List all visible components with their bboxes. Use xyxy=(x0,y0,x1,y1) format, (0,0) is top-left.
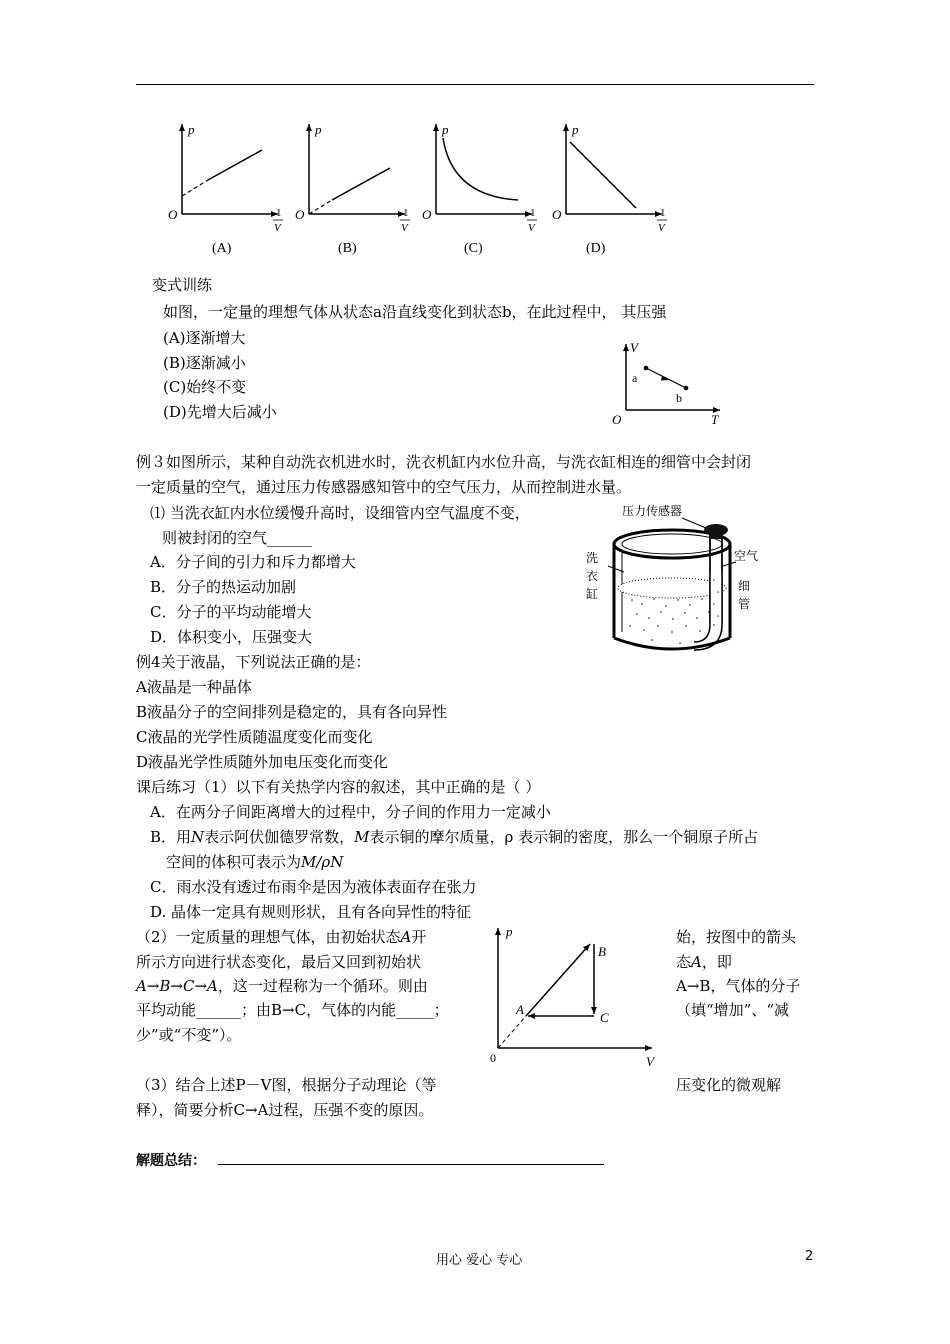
graph-d-axis-p: p xyxy=(572,122,579,137)
vt-point-a: a xyxy=(632,371,638,385)
q2-line-1: （2）一定质量的理想气体，由初始状态A开 xyxy=(136,928,427,946)
cycle-point-c: C xyxy=(600,1010,609,1025)
graph-a xyxy=(168,122,283,256)
pv-cycle-figure xyxy=(484,920,662,1068)
ex3-question-1: ⑴ 当洗衣缸内水位缓慢升高时，设细管内空气温度不变， xyxy=(150,504,530,522)
variant-option-b: (B)逐渐减小 xyxy=(163,354,246,372)
graph-c-origin: O xyxy=(422,207,432,222)
cycle-point-b: B xyxy=(598,944,606,959)
ex3-question-1-stem: 则被封闭的空气______ xyxy=(162,529,313,547)
variant-question: 如图，一定量的理想气体从状态a沿直线变化到状态b，在此过程中， 其压强 xyxy=(163,303,667,321)
header-rule xyxy=(136,84,814,85)
hw-option-b-line-2: 空间的体积可表示为M/ρN xyxy=(166,853,344,871)
svg-text:1: 1 xyxy=(530,207,536,219)
vt-graph-figure xyxy=(604,336,728,430)
graph-c-label: (C) xyxy=(464,241,483,256)
vt-point-b: b xyxy=(676,391,682,405)
tank-label-1: 洗 xyxy=(586,551,599,565)
air-label: 空气 xyxy=(734,549,759,563)
graph-c xyxy=(422,122,537,256)
tank-label-3: 缸 xyxy=(586,587,599,601)
q2-line-5: 少”或“不变”）。 xyxy=(136,1026,242,1044)
q2-right-4: （填“增加”、“减 xyxy=(676,1001,790,1019)
q3-line-1: （3）结合上述P－V图，根据分子动理论（等 xyxy=(136,1076,437,1094)
cycle-origin: 0 xyxy=(490,1051,496,1065)
ex4-option-d: D液晶光学性质随外加电压变化而变化 xyxy=(136,753,389,771)
page-number: 2 xyxy=(805,1249,814,1264)
svg-text:V: V xyxy=(658,222,665,234)
graph-d-label: (D) xyxy=(586,241,606,256)
variant-option-a: (A)逐渐增大 xyxy=(163,329,246,347)
q2-right-2: 态A，即 xyxy=(676,953,732,971)
tube-label-2: 管 xyxy=(738,597,751,611)
hw-option-c: C．雨水没有透过布雨伞是因为液体表面存在张力 xyxy=(150,878,477,896)
svg-text:V: V xyxy=(528,222,535,234)
ex3-line-2: 一定质量的空气，通过压力传感器感知管中的空气压力，从而控制进水量。 xyxy=(136,478,632,496)
q3-line-1-right: 压变化的微观解 xyxy=(676,1076,782,1094)
variant-title: 变式训练 xyxy=(152,276,213,294)
q2-line-4: 平均动能______；由B→C，气体的内能_____； xyxy=(136,1001,449,1019)
q2-line-3: A→B→C→A，这一过程称为一个循环。则由 xyxy=(136,977,428,995)
svg-text:V: V xyxy=(401,222,408,234)
vt-axis-t: T xyxy=(711,412,719,427)
hw-option-b-line-1: B．用N表示阿伏伽德罗常数，M表示铜的摩尔质量，ρ 表示铜的密度，那么一个铜原子所占 xyxy=(150,828,759,846)
hw-title: 课后练习（1）以下有关热学内容的叙述，其中正确的是（ ） xyxy=(136,778,541,796)
svg-text:1: 1 xyxy=(276,207,282,219)
vt-axis-v: V xyxy=(630,340,638,355)
ex4-option-c: C液晶的光学性质随温度变化而变化 xyxy=(136,728,373,746)
svg-text:1: 1 xyxy=(403,207,409,219)
cycle-axis-p: p xyxy=(506,924,513,939)
ex3-option-d: D．体积变小，压强变大 xyxy=(150,628,313,646)
variant-option-d: (D)先增大后减小 xyxy=(163,403,277,421)
svg-text:V: V xyxy=(274,222,281,234)
ex3-option-b: B．分子的热运动加剧 xyxy=(150,578,297,596)
pv-graphs-figure xyxy=(160,118,680,263)
graph-b-axis-p: p xyxy=(315,122,322,137)
graph-a-origin: O xyxy=(168,207,178,222)
svg-text:1: 1 xyxy=(660,207,666,219)
q2-right-3: A→B，气体的分子 xyxy=(676,977,801,995)
q2-right-1: 始，按图中的箭头 xyxy=(676,928,797,946)
graph-b-label: (B) xyxy=(338,241,357,256)
ex3-option-a: A．分子间的引力和斥力都增大 xyxy=(150,553,356,571)
graph-d-origin: O xyxy=(552,207,562,222)
q3-line-2: 释），简要分析C→A过程，压强不变的原因。 xyxy=(136,1101,434,1119)
summary-label: 解题总结： xyxy=(136,1153,206,1169)
cycle-axis-v: V xyxy=(646,1054,654,1068)
hw-option-a: A．在两分子间距离增大的过程中，分子间的作用力一定减小 xyxy=(150,803,551,821)
vt-origin: O xyxy=(612,412,622,427)
tube-label-1: 细 xyxy=(738,579,751,593)
cycle-point-a: A xyxy=(516,1002,524,1017)
graph-a-axis-p: p xyxy=(188,122,195,137)
washing-machine-figure xyxy=(582,500,772,662)
footer-motto: 用心 爱心 专心 xyxy=(436,1253,523,1268)
graph-d xyxy=(552,122,667,256)
summary-answer-line[interactable] xyxy=(218,1164,604,1165)
variant-option-c: (C)始终不变 xyxy=(163,378,247,396)
ex4-option-b: B液晶分子的空间排列是稳定的，具有各向异性 xyxy=(136,703,448,721)
ex4-option-a: A液晶是一种晶体 xyxy=(136,678,252,696)
graph-a-label: (A) xyxy=(212,241,232,256)
q2-line-2: 所示方向进行状态变化，最后又回到初始状 xyxy=(136,953,422,971)
graph-c-axis-p: p xyxy=(442,122,449,137)
tank-label-2: 衣 xyxy=(586,569,599,583)
hw-option-d: D. 晶体一定具有规则形状，且有各向异性的特征 xyxy=(150,903,472,921)
graph-b-origin: O xyxy=(295,207,305,222)
sensor-label: 压力传感器 xyxy=(622,504,683,518)
ex3-line-1: 例３如图所示，某种自动洗衣机进水时，洗衣机缸内水位升高，与洗衣缸相连的细管中会封闭 xyxy=(136,453,752,471)
ex3-option-c: C．分子的平均动能增大 xyxy=(150,603,312,621)
ex4-title: 例4关于液晶，下列说法正确的是： xyxy=(136,653,371,671)
graph-b xyxy=(295,122,410,256)
